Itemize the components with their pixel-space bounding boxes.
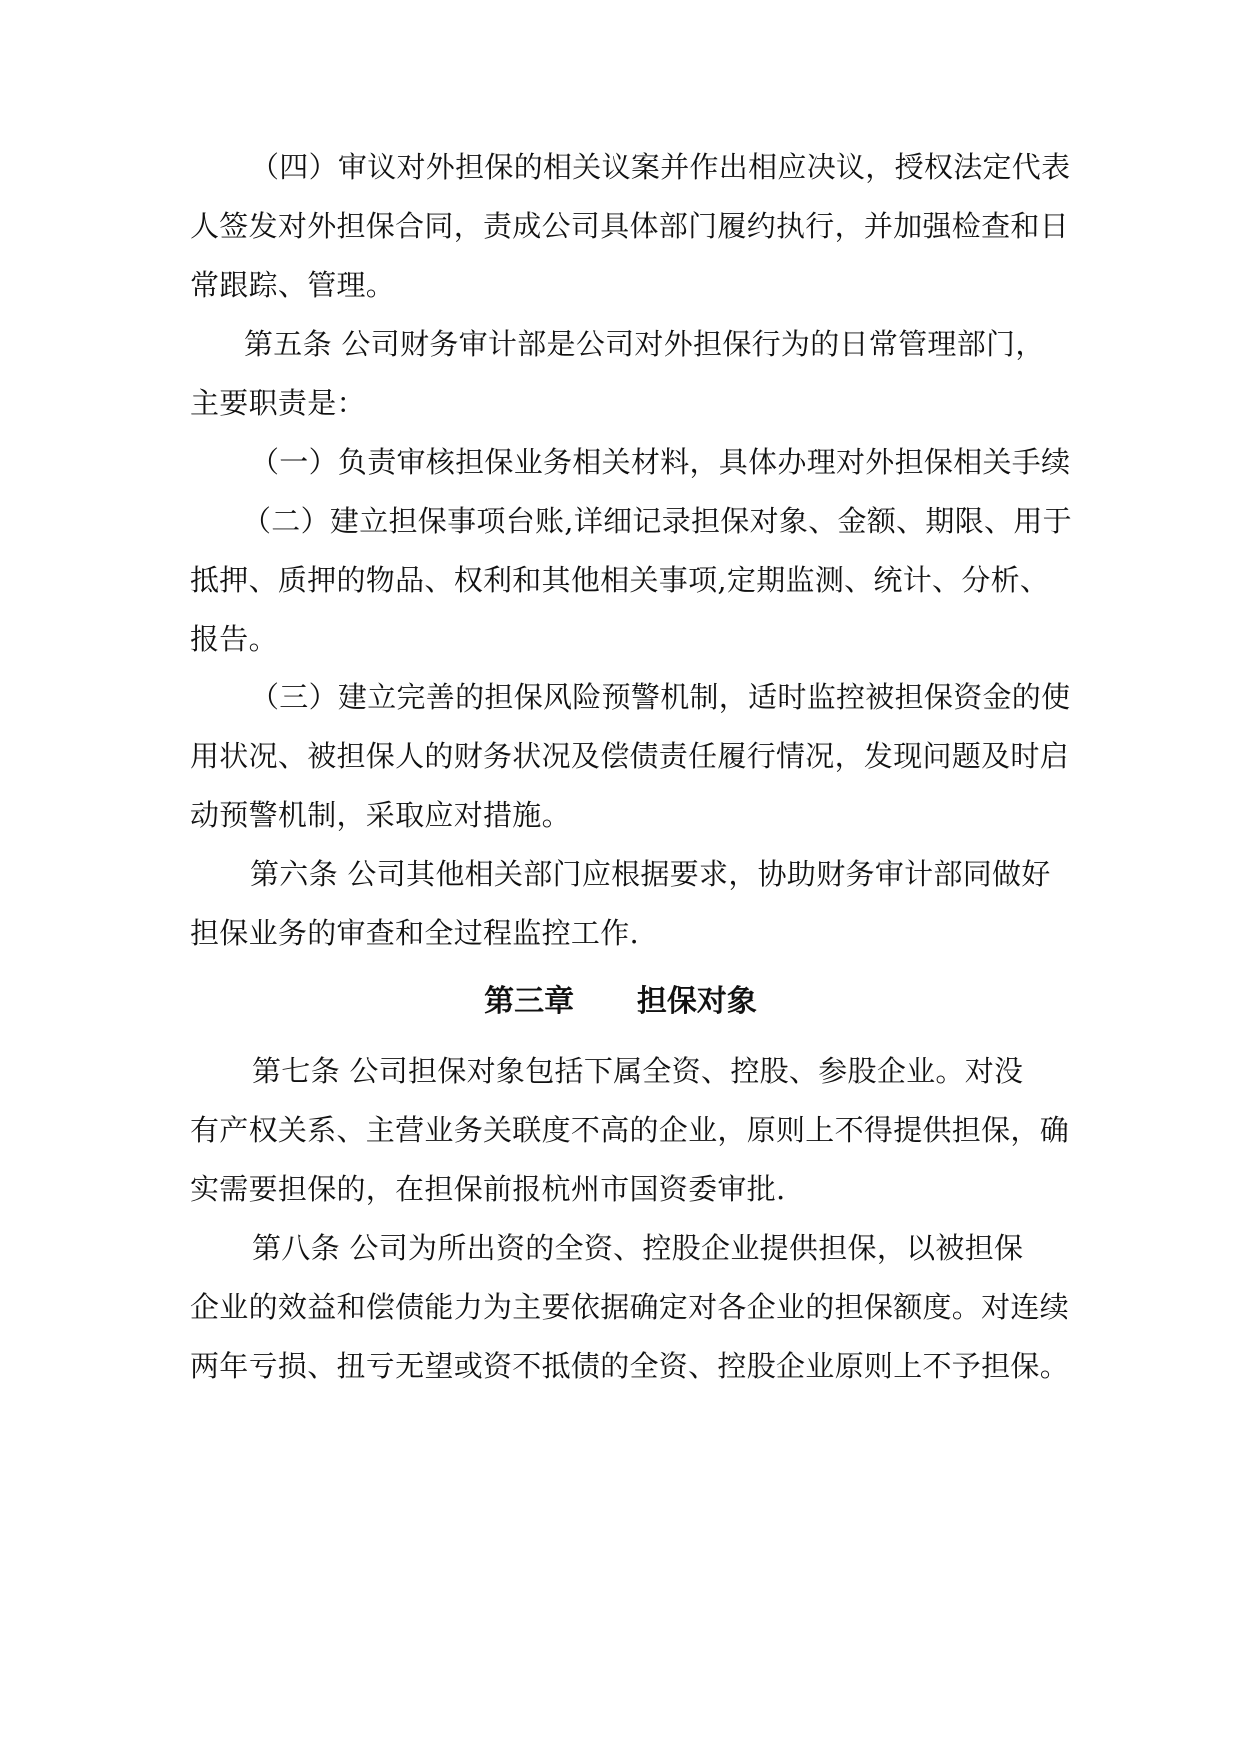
chapter-heading: 第三章 担保对象 <box>484 984 757 1019</box>
paragraph-line: 担保业务的审查和全过程监控工作. <box>190 916 640 950</box>
paragraph-line: 报告。 <box>190 622 278 656</box>
paragraph-line: 有产权关系、主营业务关联度不高的企业，原则上不得提供担保，确 <box>190 1113 1070 1147</box>
paragraph-line: （三）建立完善的担保风险预警机制，适时监控被担保资金的使 <box>250 680 1071 714</box>
paragraph-line: 抵押、质押的物品、权利和其他相关事项,定期监测、统计、分析、 <box>190 563 1050 597</box>
paragraph-line: 实需要担保的，在担保前报杭州市国资委审批. <box>190 1172 786 1206</box>
paragraph-line: 常跟踪、管理。 <box>190 268 396 302</box>
paragraph-line: （二）建立担保事项台账,详细记录担保对象、金额、期限、用于 <box>242 504 1072 538</box>
paragraph-line: （一）负责审核担保业务相关材料，具体办理对外担保相关手续 <box>250 445 1071 479</box>
paragraph-line: 人签发对外担保合同，责成公司具体部门履约执行，并加强检查和日 <box>190 209 1070 243</box>
paragraph-line: 用状况、被担保人的财务状况及偿债责任履行情况，发现问题及时启 <box>190 739 1070 773</box>
paragraph-line: 动预警机制，采取应对措施。 <box>190 798 571 832</box>
article-7-line: 第七条 公司担保对象包括下属全资、控股、参股企业。对没 <box>252 1054 1024 1088</box>
paragraph-line: （四）审议对外担保的相关议案并作出相应决议，授权法定代表 <box>250 150 1071 184</box>
paragraph-line: 主要职责是： <box>190 386 366 420</box>
article-8-line: 第八条 公司为所出资的全资、控股企业提供担保，以被担保 <box>252 1231 1024 1265</box>
paragraph-line: 两年亏损、扭亏无望或资不抵债的全资、控股企业原则上不予担保。 <box>190 1349 1070 1383</box>
article-5-line: 第五条 公司财务审计部是公司对外担保行为的日常管理部门， <box>244 327 1045 361</box>
article-6-line: 第六条 公司其他相关部门应根据要求，协助财务审计部同做好 <box>250 857 1051 891</box>
paragraph-line: 企业的效益和偿债能力为主要依据确定对各企业的担保额度。对连续 <box>190 1290 1070 1324</box>
